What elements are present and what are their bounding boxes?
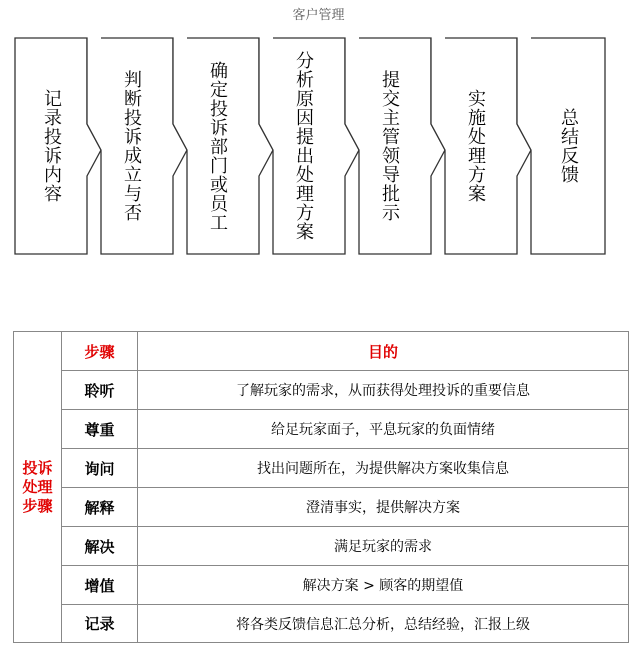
- page-title: 客户管理: [292, 8, 345, 23]
- row-purpose: 给足玩家面子，平息玩家的负面情绪: [271, 422, 495, 438]
- flow-step-4: 分析原因提出处理方案: [293, 51, 314, 241]
- flow-step-1: 记录投诉内容: [41, 89, 62, 203]
- row-purpose: 澄清事实，提供解决方案: [306, 500, 460, 516]
- table-grid: [62, 332, 628, 642]
- table-row: [62, 605, 628, 642]
- header-purpose: 目的: [367, 342, 398, 361]
- row-step: 解决: [62, 527, 138, 565]
- row-step: 记录: [62, 605, 138, 642]
- header-step: 步骤: [62, 332, 138, 370]
- table-header-row: [62, 332, 628, 371]
- table-row: [62, 449, 628, 488]
- flow-step-5: 提交主管领导批示: [379, 70, 400, 222]
- process-flow-diagram: [0, 0, 637, 270]
- row-step: 解释: [62, 488, 138, 526]
- table-row: [62, 371, 628, 410]
- flow-step-6: 实施处理方案: [465, 89, 486, 203]
- row-purpose: 找出问题所在，为提供解决方案收集信息: [257, 461, 509, 477]
- table-row: [62, 527, 628, 566]
- row-step: 聆听: [62, 371, 138, 409]
- complaint-steps-table: [13, 331, 629, 643]
- row-purpose: 解决方案 > 顾客的期望值: [302, 578, 464, 594]
- row-purpose: 将各类反馈信息汇总分析，总结经验，汇报上级: [236, 616, 530, 633]
- flow-step-3: 确定投诉部门或员工: [207, 60, 228, 232]
- flow-shapes: [0, 0, 637, 270]
- flow-step-7: 总结反馈: [558, 108, 579, 184]
- table-row: [62, 488, 628, 527]
- row-purpose: 满足玩家的需求: [334, 539, 432, 555]
- flow-step-2: 判断投诉成立与否: [121, 70, 142, 222]
- row-step: 增值: [62, 566, 138, 604]
- row-purpose: 了解玩家的需求，从而获得处理投诉的重要信息: [236, 383, 530, 399]
- table-row: [62, 410, 628, 449]
- side-label: 投诉处理步骤: [14, 332, 62, 642]
- row-step: 尊重: [62, 410, 138, 448]
- table-row: [62, 566, 628, 605]
- row-step: 询问: [62, 449, 138, 487]
